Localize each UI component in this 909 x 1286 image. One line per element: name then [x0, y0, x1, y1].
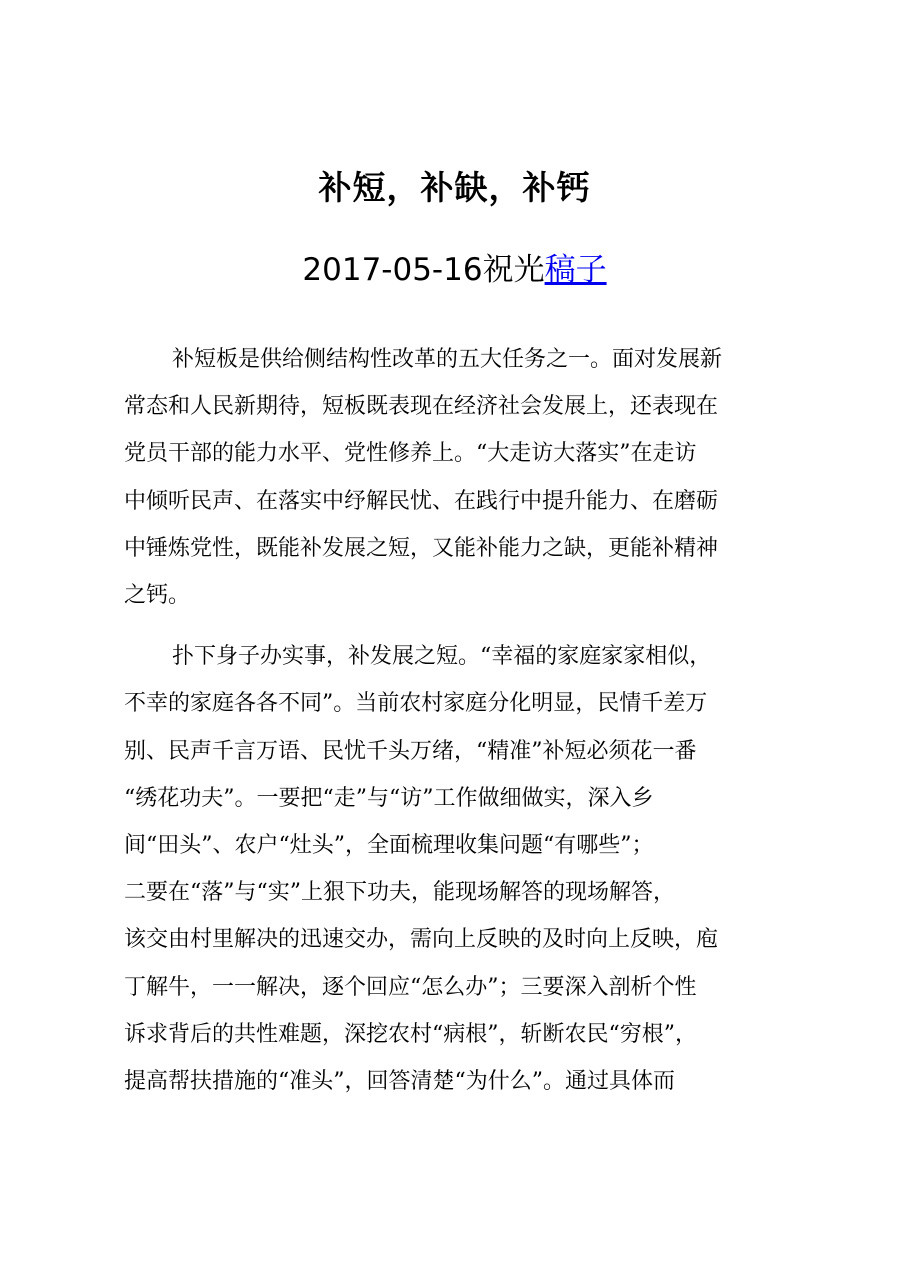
document-title: 补短，补缺，补钙 [318, 168, 591, 207]
paragraph-2 [124, 633, 805, 1105]
text-line: 丁解牛，一一解决，逐个回应“怎么办”；三要深入剖析个性 [124, 974, 697, 1000]
byline [0, 244, 909, 289]
text-line: 二要在“落”与“实”上狠下功夫，能现场解答的现场解答， [124, 880, 675, 906]
text-line: 补短板是供给侧结构性改革的五大任务之一。面对发展新 [172, 347, 723, 372]
article-body [124, 336, 805, 1119]
text-line: 该交由村里解决的迅速交办，需向上反映的及时向上反映，庖 [124, 927, 719, 953]
text-line: 之钙。 [124, 583, 191, 609]
author-name: 祝光 [482, 252, 545, 288]
text-line: “绣花功夫”。一要把“走”与“访”工作做细做实，深入乡 [124, 785, 654, 811]
publish-date: 2017-05-16 [302, 252, 483, 288]
text-line: 常态和人民新期待，短板既表现在经济社会发展上，还表现在 [124, 394, 719, 420]
text-line: 中倾听民声、在落实中纾解民忧、在践行中提升能力、在磨砺 [124, 488, 719, 514]
paragraph-1 [124, 336, 805, 619]
text-line: 党员干部的能力水平、党性修养上。“大走访大落实”在走访 [124, 441, 697, 467]
text-line: 别、民声千言万语、民忧千头万绪，“精准”补短必须花一番 [124, 738, 697, 764]
source-link[interactable]: 稿子 [544, 252, 607, 288]
text-line: 扑下身子办实事，补发展之短。“幸福的家庭家家相似， [172, 644, 712, 670]
text-line: 中锤炼党性，既能补发展之短，又能补能力之缺，更能补精神 [124, 535, 719, 561]
text-line: 诉求背后的共性难题，深挖农村“病根”，斩断农民“穷根”， [124, 1021, 697, 1047]
text-line: 不幸的家庭各各不同”。当前农村家庭分化明显，民情千差万 [124, 691, 708, 717]
text-line: 提高帮扶措施的“准头”，回答清楚“为什么”。通过具体而 [124, 1069, 675, 1095]
text-line: 间“田头”、农户“灶头”，全面梳理收集问题“有哪些”； [124, 833, 654, 859]
